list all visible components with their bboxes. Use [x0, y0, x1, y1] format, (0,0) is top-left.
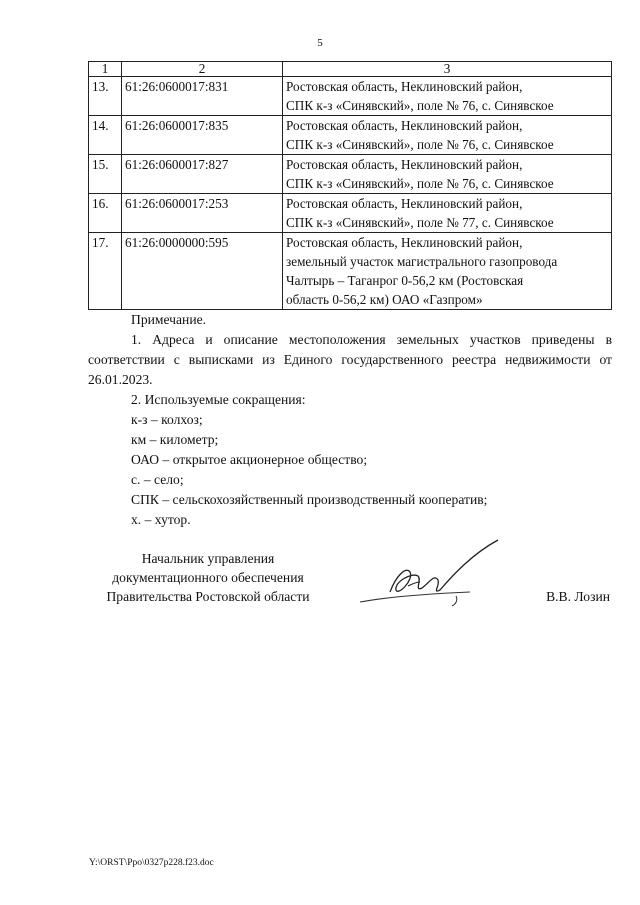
address-line: Ростовская область, Неклиновский район,	[286, 79, 523, 94]
address-line: Ростовская область, Неклиновский район,	[286, 118, 523, 133]
note-paragraph-2: 2. Используемые сокращения:	[131, 392, 306, 407]
row-number: 17.	[89, 233, 122, 310]
abbreviation-item: х. – хутор.	[131, 512, 191, 527]
address-line: СПК к-з «Синявский», поле № 76, с. Синявское	[286, 137, 554, 152]
table-row	[89, 77, 612, 116]
plot-address	[283, 155, 612, 194]
address-line: СПК к-з «Синявский», поле № 76, с. Синявское	[286, 176, 554, 191]
abbreviation-item: с. – село;	[131, 472, 184, 487]
header-cell: 2	[122, 62, 283, 77]
land-plots-table	[88, 61, 612, 310]
cadastral-number: 61:26:0600017:253	[122, 194, 283, 233]
note-paragraph-1: 1. Адреса и описание местоположения земельных участков приведены в соответствии с выписками из Единого государственного реестра недвижимости от 26.01.2023.	[88, 332, 612, 387]
table-header-row	[89, 62, 612, 77]
table-row	[89, 233, 612, 310]
page-number: 5	[317, 37, 323, 49]
row-number: 13.	[89, 77, 122, 116]
table-row	[89, 155, 612, 194]
row-number: 15.	[89, 155, 122, 194]
abbreviation-item: ОАО – открытое акционерное общество;	[131, 452, 368, 467]
table-row	[89, 116, 612, 155]
cadastral-number: 61:26:0600017:827	[122, 155, 283, 194]
handwritten-signature	[352, 536, 502, 616]
address-line: Ростовская область, Неклиновский район,	[286, 235, 523, 250]
address-line: СПК к-з «Синявский», поле № 77, с. Синявское	[286, 215, 554, 230]
signatory-title-line: Начальник управления	[141, 551, 275, 566]
row-number: 14.	[89, 116, 122, 155]
plot-address	[283, 77, 612, 116]
signature-block	[88, 549, 612, 606]
file-path-footer: Y:\ORST\Ppo\0327p228.f23.doc	[89, 858, 214, 868]
plot-address	[283, 233, 612, 310]
address-line: Ростовская область, Неклиновский район,	[286, 157, 523, 172]
abbreviations-list	[88, 410, 612, 530]
abbreviation-item: СПК – сельскохозяйственный производственный кооператив;	[131, 492, 488, 507]
cadastral-number: 61:26:0600017:835	[122, 116, 283, 155]
plot-address	[283, 116, 612, 155]
address-line: Ростовская область, Неклиновский район,	[286, 196, 523, 211]
cadastral-number: 61:26:0000000:595	[122, 233, 283, 310]
header-cell: 3	[283, 62, 612, 77]
address-line: область 0-56,2 км) ОАО «Газпром»	[286, 292, 483, 307]
row-number: 16.	[89, 194, 122, 233]
abbreviation-item: км – километр;	[131, 432, 219, 447]
notes-title: Примечание.	[131, 312, 207, 327]
signatory-title-line: Правительства Ростовской области	[106, 589, 310, 604]
signatory-name: В.В. Лозин	[546, 589, 610, 604]
abbreviation-item: к-з – колхоз;	[131, 412, 203, 427]
plot-address	[283, 194, 612, 233]
signatory-title	[88, 549, 328, 606]
cadastral-number: 61:26:0600017:831	[122, 77, 283, 116]
header-cell: 1	[89, 62, 122, 77]
signatory-title-line: документационного обеспечения	[112, 570, 304, 585]
address-line: СПК к-з «Синявский», поле № 76, с. Синявское	[286, 98, 554, 113]
address-line: Чалтырь – Таганрог 0-56,2 км (Ростовская	[286, 273, 524, 288]
address-line: земельный участок магистрального газопровода	[286, 254, 558, 269]
notes-section	[88, 310, 612, 530]
table-row	[89, 194, 612, 233]
